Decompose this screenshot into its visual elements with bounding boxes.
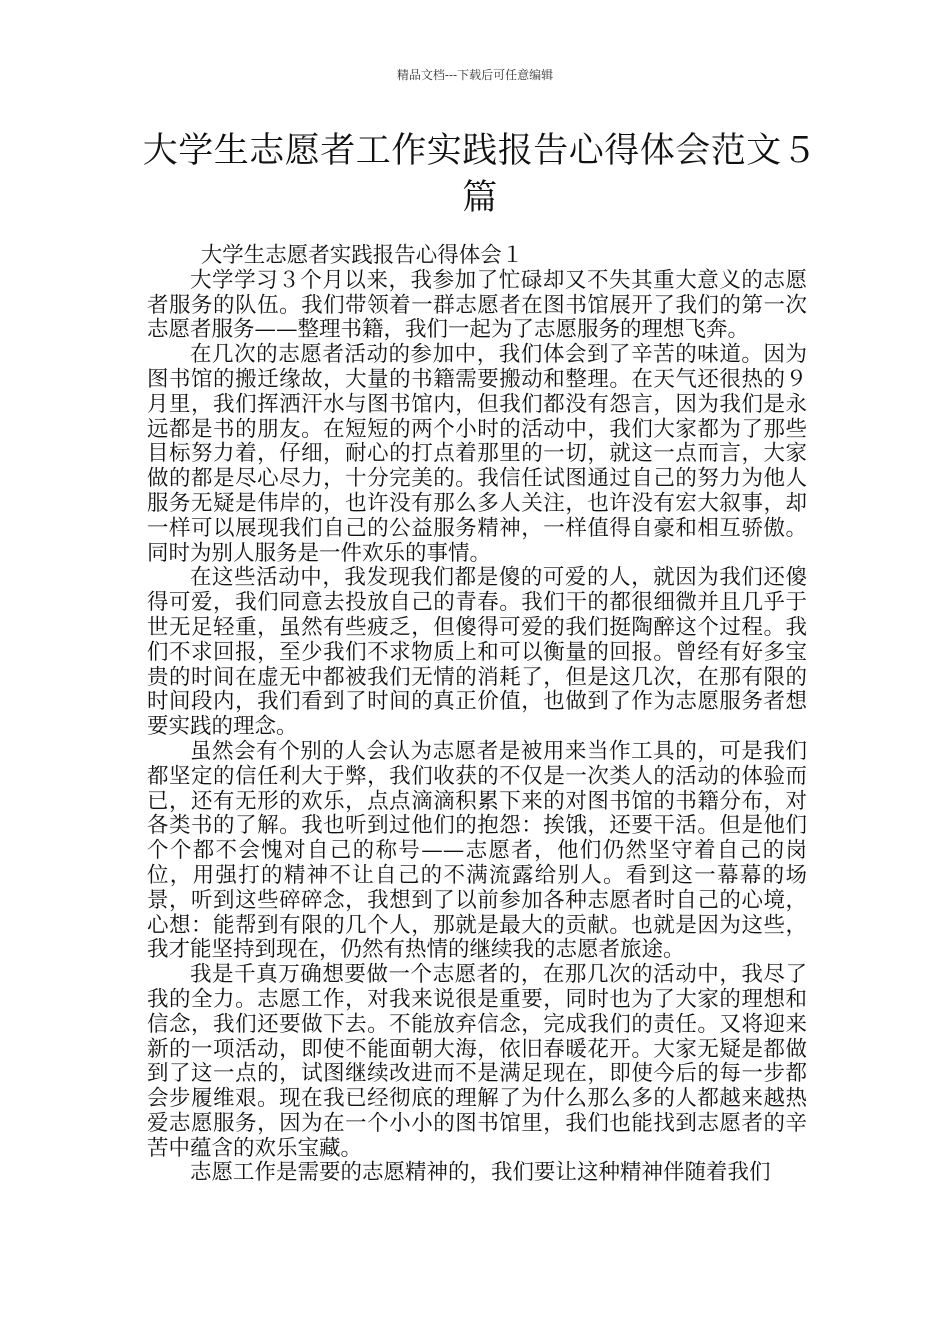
paragraph: 在这些活动中，我发现我们都是傻的可爱的人，就因为我们还傻得可爱，我们同意去投放自己的青春。我们干的都很细微并且几乎于世无足轻重，虽然有些疲乏，但傻得可爱的我们挺陶醉这个过程。我们不求回报，至少我们不求物质上和可以衡量的回报。曾经有好多宝贵的时间在虚无中都被我们无情的消耗了，但是这几次，在那有限的时间段内，我们看到了时间的真正价值，也做到了作为志愿服务者想要实践的理念。 — [147, 565, 807, 740]
paragraph: 大学学习３个月以来，我参加了忙碌却又不失其重大意义的志愿者服务的队伍。我们带领着一群志愿者在图书馆展开了我们的第一次志愿者服务——整理书籍，我们一起为了志愿服务的理想飞奔。 — [147, 267, 807, 343]
paragraph: 在几次的志愿者活动的参加中，我们体会到了辛苦的味道。因为图书馆的搬迁缘故，大量的书籍需要搬动和整理。在天气还很热的９月里，我们挥洒汗水与图书馆内，但我们都没有怨言，因为我们是永远都是书的朋友。在短短的两个小时的活动中，我们大家都为了那些目标努力着，仔细，耐心的打点着那里的一切，就这一点而言，大家做的都是尽心尽力，十分完美的。我信任试图通过自己的努力为他人服务无疑是伟岸的，也许没有那么多人关注，也许没有宏大叙事，却一样可以展现我们自己的公益服务精神，一样值得自豪和相互骄傲。同时为别人服务是一件欢乐的事情。 — [147, 342, 807, 566]
document-title: 大学生志愿者工作实践报告心得体会范文５篇 — [142, 131, 818, 218]
paragraph: 虽然会有个别的人会认为志愿者是被用来当作工具的，可是我们都坚定的信任利大于弊，我们收获的不仅是一次类人的活动的体验而已，还有无形的欢乐，点点滴滴积累下来的对图书馆的书籍分布，对各类书的了解。我也听到过他们的抱怨：挨饿，还要干活。但是他们个个都不会愧对自己的称号——志愿者，他们仍然坚守着自己的岗位，用强打的精神不让自己的不满流露给别人。看到这一幕幕的场景，听到这些碎碎念，我想到了以前参加各种志愿者时自己的心境，心想：能帮到有限的几个人，那就是最大的贡献。也就是因为这些，我才能坚持到现在，仍然有热情的继续我的志愿者旅途。 — [147, 738, 807, 963]
paragraph: 志愿工作是需要的志愿精神的，我们要让这种精神伴随着我们 — [190, 1160, 771, 1186]
paragraph: 我是千真万确想要做一个志愿者的，在那几次的活动中，我尽了我的全力。志愿工作，对我来说很是重要，同时也为了大家的理想和信念，我们还要做下去。不能放弃信念，完成我们的责任。又将迎来新的一项活动，即使不能面朝大海，依旧春暖花开。大家无疑是都做到了这一点的，试图继续改进而不是满足现在，即使今后的每一步都会步履维艰。现在我已经彻底的理解了为什么那么多的人都越来越热爱志愿服务，因为在一个小小的图书馆里，我们也能找到志愿者的辛苦中蕴含的欢乐宝藏。 — [147, 962, 807, 1161]
section-heading: 大学生志愿者实践报告心得体会１ — [200, 243, 524, 268]
document-body — [147, 244, 807, 1186]
page-header: 精品文档---下载后可任意编辑 — [396, 68, 554, 82]
